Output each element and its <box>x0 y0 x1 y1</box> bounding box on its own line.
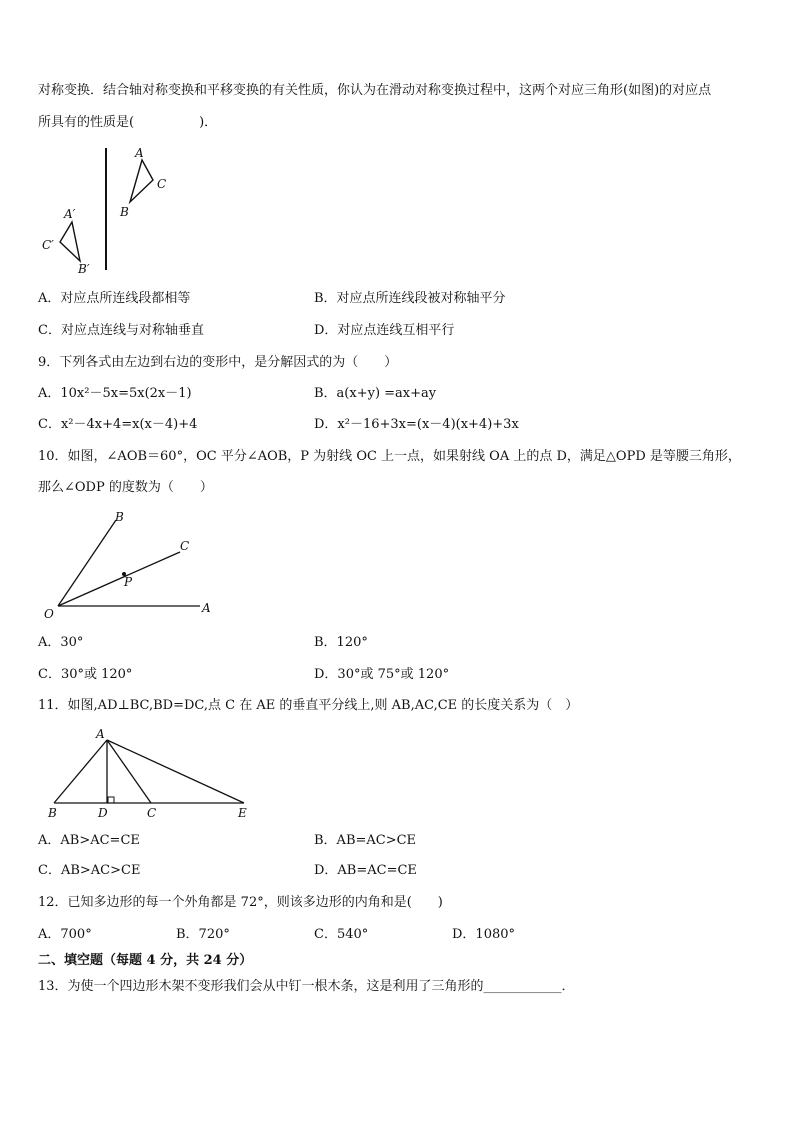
label-A: A <box>96 727 105 741</box>
q10-option-b[interactable]: B．120° <box>314 635 368 650</box>
q12-stem: 12．已知多边形的每一个外角都是 72°，则该多边形的内角和是( ) <box>38 895 443 910</box>
q11-stem: 11．如图,AD⊥BC,BD=DC,点 C 在 AE 的垂直平分线上,则 AB,AC,CE 的长度关系为（ ） <box>38 698 579 713</box>
q11-option-c[interactable]: C．AB>AC>CE <box>38 863 141 878</box>
q8-option-d[interactable]: D．对应点连线互相平行 <box>314 323 455 338</box>
label-B: B <box>120 205 129 219</box>
label-C: C <box>147 806 157 820</box>
label-B: B <box>48 806 57 820</box>
label-C: C <box>157 177 167 191</box>
q8-figure <box>36 140 196 280</box>
q11-option-d[interactable]: D．AB=AC=CE <box>314 863 417 878</box>
triangle-abc-prime <box>60 222 80 261</box>
q10-option-a[interactable]: A．30° <box>38 635 84 650</box>
q8-option-a[interactable]: A．对应点所连线段都相等 <box>38 291 191 306</box>
q13-stem: 13．为使一个四边形木架不变形我们会从中钉一根木条，这是利用了三角形的____________． <box>38 979 575 994</box>
segment-ae <box>107 740 244 803</box>
triangle-abc <box>130 160 153 202</box>
q10-stem-line2: 那么∠ODP 的度数为（ ） <box>38 480 213 495</box>
q8-option-b[interactable]: B．对应点所连线段被对称轴平分 <box>314 291 506 306</box>
q10-option-c[interactable]: C．30°或 120° <box>38 667 133 682</box>
q8-stem-line2: 所具有的性质是( )． <box>38 115 218 130</box>
q12-option-d[interactable]: D．1080° <box>452 927 516 942</box>
q11-figure <box>40 722 260 822</box>
q11-option-a[interactable]: A．AB>AC=CE <box>38 833 140 848</box>
q12-option-c[interactable]: C．540° <box>314 927 369 942</box>
label-B-prime: B′ <box>78 262 90 276</box>
label-C: C <box>180 539 190 553</box>
q10-figure <box>38 504 228 624</box>
q10-stem-line1: 10．如图，∠AOB＝60°，OC 平分∠AOB，P 为射线 OC 上一点，如果射线 OA 上的点 D，满足△OPD 是等腰三角形， <box>38 449 741 464</box>
label-D: D <box>98 806 108 820</box>
right-angle-mark <box>108 797 114 803</box>
label-O: O <box>44 607 54 621</box>
q8-option-c[interactable]: C．对应点连线与对称轴垂直 <box>38 323 204 338</box>
q9-option-b[interactable]: B．a(x+y) =ax+ay <box>314 386 437 401</box>
label-C-prime: C′ <box>42 238 54 252</box>
section-2-heading: 二、填空题（每题 4 分，共 24 分） <box>38 953 253 968</box>
q10-option-d[interactable]: D．30°或 75°或 120° <box>314 667 450 682</box>
q9-stem: 9．下列各式由左边到右边的变形中，是分解因式的为（ ） <box>38 355 398 370</box>
label-E: E <box>238 806 247 820</box>
label-A-prime: A′ <box>64 207 76 221</box>
q9-option-d[interactable]: D．x²－16+3x=(x－4)(x+4)+3x <box>314 417 519 432</box>
q12-option-b[interactable]: B．720° <box>176 927 230 942</box>
label-A: A <box>135 146 144 160</box>
q11-option-b[interactable]: B．AB=AC>CE <box>314 833 417 848</box>
q9-option-a[interactable]: A．10x²－5x=5x(2x－1) <box>38 386 192 401</box>
label-A: A <box>202 601 211 615</box>
label-P: P <box>124 575 133 589</box>
q9-option-c[interactable]: C．x²－4x+4=x(x－4)+4 <box>38 417 198 432</box>
q12-option-a[interactable]: A．700° <box>38 927 92 942</box>
segment-ab <box>54 740 107 803</box>
label-B: B <box>115 510 124 524</box>
q8-stem-line1: 对称变换．结合轴对称变换和平移变换的有关性质，你认为在滑动对称变换过程中，这两个对应三角形(如图)的对应点 <box>38 83 712 98</box>
